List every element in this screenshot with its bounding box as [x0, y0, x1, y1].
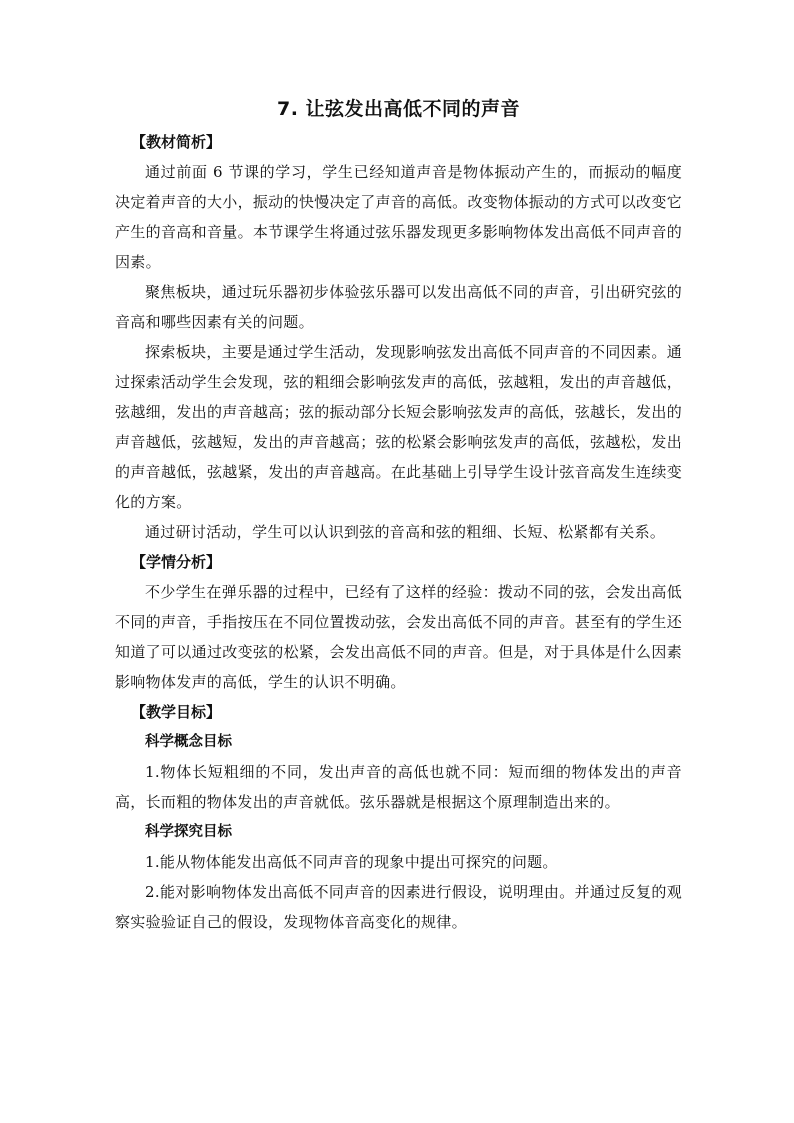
- section-heading-students: 【学情分析】: [131, 553, 222, 571]
- inquiry-goal-1: 1.能从物体能发出高低不同声音的现象中提出可探究的问题。: [145, 853, 558, 871]
- subheading-inquiry-goals: 科学探究目标: [145, 824, 232, 840]
- document-title: 7. 让弦发出高低不同的声音: [276, 98, 521, 120]
- analysis-paragraph-3: 探索板块，主要是通过学生活动，发现影响弦发出高低不同声音的不同因素。通过探索活动学生会发现，弦的粗细会影响弦发声的高低，弦越粗，发出的声音越低，弦越细，发出的声音越高；弦的振动部分长短会影响弦发声的高低，弦越长，发出的声音越低，弦越短，发出的声音越高；弦的松紧会影响弦发声的高低，弦越松，发出的声音越低，弦越紧，发出的声音越高。在此基础上引导学生设计弦音高发生连续变化的方案。: [115, 343, 682, 511]
- analysis-paragraph-1: 通过前面 6 节课的学习，学生已经知道声音是物体振动产生的，而振动的幅度决定着声音的大小，振动的快慢决定了声音的高低。改变物体振动的方式可以改变它产生的音高和音量。本节课学生将通过弦乐器发现更多影响物体发出高低不同声音的因素。: [115, 163, 682, 271]
- analysis-paragraph-2: 聚焦板块，通过玩乐器初步体验弦乐器可以发出高低不同的声音，引出研究弦的音高和哪些因素有关的问题。: [115, 283, 682, 331]
- document-page: [115, 95, 682, 937]
- concept-goal-1: 1.物体长短粗细的不同，发出声音的高低也就不同：短而细的物体发出的声音高，长而粗的物体发出的声音就低。弦乐器就是根据这个原理制造出来的。: [115, 763, 682, 811]
- section-heading-goals: 【教学目标】: [131, 703, 222, 721]
- section-heading-analysis: 【教材简析】: [131, 133, 222, 151]
- students-paragraph-1: 不少学生在弹乐器的过程中，已经有了这样的经验：拨动不同的弦，会发出高低不同的声音，手指按压在不同位置拨动弦，会发出高低不同的声音。甚至有的学生还知道了可以通过改变弦的松紧，会发出高低不同的声音。但是，对于具体是什么因素影响物体发声的高低，学生的认识不明确。: [115, 583, 682, 691]
- analysis-paragraph-4: 通过研讨活动，学生可以认识到弦的音高和弦的粗细、长短、松紧都有关系。: [145, 523, 666, 541]
- inquiry-goal-2: 2.能对影响物体发出高低不同声音的因素进行假设，说明理由。并通过反复的观察实验验证自己的假设，发现物体音高变化的规律。: [115, 883, 682, 931]
- subheading-concept-goals: 科学概念目标: [145, 734, 232, 750]
